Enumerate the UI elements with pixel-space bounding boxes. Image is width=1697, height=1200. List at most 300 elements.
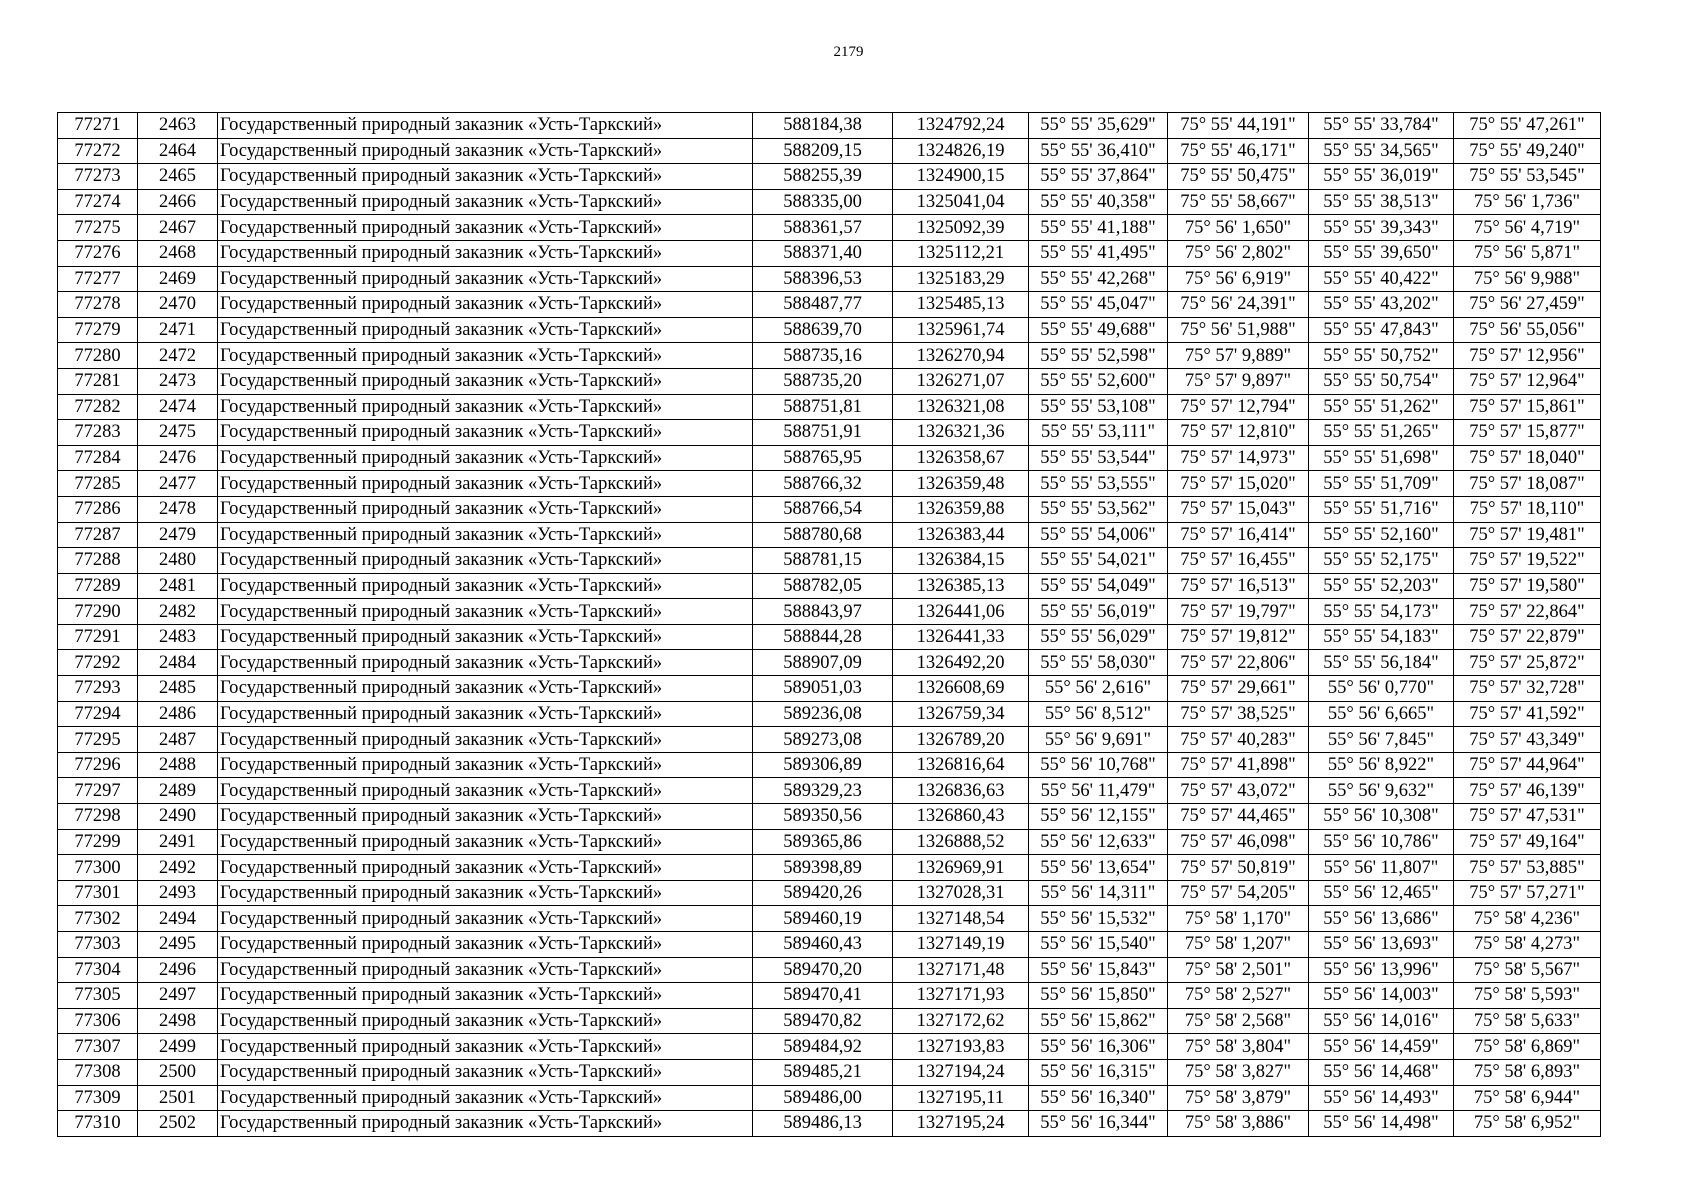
point-number-cell: 2493 — [138, 880, 218, 906]
table-row — [58, 1008, 1601, 1034]
latitude-1-cell: 55° 56' 10,768" — [1029, 752, 1168, 778]
coord-x-cell: 589486,00 — [753, 1085, 893, 1111]
coordinates-table — [57, 112, 1601, 1137]
coord-x-cell: 589273,08 — [753, 727, 893, 753]
object-name-cell: Государственный природный заказник «Усть-Таркский» — [218, 1059, 753, 1085]
latitude-1-cell: 55° 56' 16,315" — [1029, 1059, 1168, 1085]
table-row — [58, 471, 1601, 497]
row-number-cell: 77284 — [58, 445, 138, 471]
latitude-2-cell: 55° 55' 51,716" — [1309, 496, 1454, 522]
longitude-1-cell: 75° 58' 3,879" — [1168, 1085, 1309, 1111]
coord-x-cell: 588371,40 — [753, 240, 893, 266]
row-number-cell: 77287 — [58, 522, 138, 548]
latitude-1-cell: 55° 56' 15,532" — [1029, 906, 1168, 932]
latitude-2-cell: 55° 56' 0,770" — [1309, 676, 1454, 702]
row-number-cell: 77308 — [58, 1059, 138, 1085]
latitude-1-cell: 55° 55' 54,006" — [1029, 522, 1168, 548]
coord-y-cell: 1325183,29 — [893, 266, 1029, 292]
table-row — [58, 1059, 1601, 1085]
longitude-1-cell: 75° 57' 15,043" — [1168, 496, 1309, 522]
longitude-2-cell: 75° 56' 1,736" — [1454, 189, 1601, 215]
object-name-cell: Государственный природный заказник «Усть-Таркский» — [218, 164, 753, 190]
row-number-cell: 77291 — [58, 624, 138, 650]
latitude-1-cell: 55° 56' 16,340" — [1029, 1085, 1168, 1111]
point-number-cell: 2483 — [138, 624, 218, 650]
object-name-cell: Государственный природный заказник «Усть-Таркский» — [218, 752, 753, 778]
longitude-2-cell: 75° 56' 55,056" — [1454, 317, 1601, 343]
longitude-2-cell: 75° 58' 6,952" — [1454, 1111, 1601, 1137]
latitude-2-cell: 55° 56' 14,468" — [1309, 1059, 1454, 1085]
coord-y-cell: 1327194,24 — [893, 1059, 1029, 1085]
longitude-1-cell: 75° 57' 50,819" — [1168, 855, 1309, 881]
longitude-2-cell: 75° 57' 12,956" — [1454, 343, 1601, 369]
latitude-1-cell: 55° 55' 54,021" — [1029, 548, 1168, 574]
point-number-cell: 2471 — [138, 317, 218, 343]
point-number-cell: 2502 — [138, 1111, 218, 1137]
table-row — [58, 394, 1601, 420]
point-number-cell: 2501 — [138, 1085, 218, 1111]
coord-y-cell: 1324792,24 — [893, 113, 1029, 139]
object-name-cell: Государственный природный заказник «Усть-Таркский» — [218, 957, 753, 983]
table-row — [58, 445, 1601, 471]
coord-y-cell: 1326759,34 — [893, 701, 1029, 727]
coord-x-cell: 588735,16 — [753, 343, 893, 369]
object-name-cell: Государственный природный заказник «Усть-Таркский» — [218, 983, 753, 1009]
table-row — [58, 189, 1601, 215]
longitude-1-cell: 75° 56' 24,391" — [1168, 292, 1309, 318]
latitude-2-cell: 55° 56' 7,845" — [1309, 727, 1454, 753]
table-row — [58, 804, 1601, 830]
longitude-1-cell: 75° 57' 16,414" — [1168, 522, 1309, 548]
object-name-cell: Государственный природный заказник «Усть-Таркский» — [218, 496, 753, 522]
object-name-cell: Государственный природный заказник «Усть-Таркский» — [218, 932, 753, 958]
latitude-1-cell: 55° 56' 15,843" — [1029, 957, 1168, 983]
longitude-1-cell: 75° 58' 3,827" — [1168, 1059, 1309, 1085]
point-number-cell: 2487 — [138, 727, 218, 753]
table-row — [58, 164, 1601, 190]
longitude-2-cell: 75° 57' 32,728" — [1454, 676, 1601, 702]
coord-x-cell: 588781,15 — [753, 548, 893, 574]
point-number-cell: 2491 — [138, 829, 218, 855]
object-name-cell: Государственный природный заказник «Усть-Таркский» — [218, 522, 753, 548]
latitude-2-cell: 55° 55' 52,175" — [1309, 548, 1454, 574]
latitude-2-cell: 55° 55' 51,709" — [1309, 471, 1454, 497]
latitude-2-cell: 55° 56' 14,003" — [1309, 983, 1454, 1009]
longitude-2-cell: 75° 57' 25,872" — [1454, 650, 1601, 676]
latitude-2-cell: 55° 55' 51,698" — [1309, 445, 1454, 471]
table-row — [58, 522, 1601, 548]
longitude-2-cell: 75° 55' 53,545" — [1454, 164, 1601, 190]
point-number-cell: 2472 — [138, 343, 218, 369]
coord-x-cell: 589470,82 — [753, 1008, 893, 1034]
longitude-1-cell: 75° 57' 19,812" — [1168, 624, 1309, 650]
table-row — [58, 932, 1601, 958]
coord-x-cell: 589470,20 — [753, 957, 893, 983]
table-row — [58, 624, 1601, 650]
row-number-cell: 77295 — [58, 727, 138, 753]
longitude-2-cell: 75° 57' 46,139" — [1454, 778, 1601, 804]
coord-x-cell: 589398,89 — [753, 855, 893, 881]
coord-x-cell: 588782,05 — [753, 573, 893, 599]
coord-x-cell: 589350,56 — [753, 804, 893, 830]
object-name-cell: Государственный природный заказник «Усть-Таркский» — [218, 727, 753, 753]
point-number-cell: 2468 — [138, 240, 218, 266]
coord-x-cell: 588335,00 — [753, 189, 893, 215]
coord-x-cell: 589329,23 — [753, 778, 893, 804]
row-number-cell: 77294 — [58, 701, 138, 727]
table-body — [58, 113, 1601, 1137]
longitude-2-cell: 75° 57' 22,879" — [1454, 624, 1601, 650]
longitude-2-cell: 75° 56' 9,988" — [1454, 266, 1601, 292]
coord-y-cell: 1326441,33 — [893, 624, 1029, 650]
coord-x-cell: 588487,77 — [753, 292, 893, 318]
row-number-cell: 77297 — [58, 778, 138, 804]
longitude-2-cell: 75° 55' 47,261" — [1454, 113, 1601, 139]
latitude-2-cell: 55° 55' 50,754" — [1309, 368, 1454, 394]
latitude-1-cell: 55° 55' 52,598" — [1029, 343, 1168, 369]
longitude-2-cell: 75° 58' 5,633" — [1454, 1008, 1601, 1034]
object-name-cell: Государственный природный заказник «Усть-Таркский» — [218, 1085, 753, 1111]
longitude-1-cell: 75° 56' 1,650" — [1168, 215, 1309, 241]
latitude-2-cell: 55° 55' 54,183" — [1309, 624, 1454, 650]
longitude-2-cell: 75° 58' 5,567" — [1454, 957, 1601, 983]
latitude-1-cell: 55° 56' 15,540" — [1029, 932, 1168, 958]
row-number-cell: 77292 — [58, 650, 138, 676]
table-row — [58, 138, 1601, 164]
point-number-cell: 2479 — [138, 522, 218, 548]
point-number-cell: 2494 — [138, 906, 218, 932]
row-number-cell: 77305 — [58, 983, 138, 1009]
longitude-1-cell: 75° 57' 41,898" — [1168, 752, 1309, 778]
longitude-2-cell: 75° 56' 27,459" — [1454, 292, 1601, 318]
longitude-1-cell: 75° 57' 12,810" — [1168, 420, 1309, 446]
latitude-1-cell: 55° 56' 8,512" — [1029, 701, 1168, 727]
coord-x-cell: 588766,32 — [753, 471, 893, 497]
coord-y-cell: 1325961,74 — [893, 317, 1029, 343]
latitude-1-cell: 55° 56' 14,311" — [1029, 880, 1168, 906]
longitude-1-cell: 75° 56' 6,919" — [1168, 266, 1309, 292]
longitude-1-cell: 75° 58' 2,527" — [1168, 983, 1309, 1009]
longitude-1-cell: 75° 57' 40,283" — [1168, 727, 1309, 753]
longitude-1-cell: 75° 55' 58,667" — [1168, 189, 1309, 215]
point-number-cell: 2485 — [138, 676, 218, 702]
longitude-1-cell: 75° 57' 44,465" — [1168, 804, 1309, 830]
coord-y-cell: 1325485,13 — [893, 292, 1029, 318]
latitude-2-cell: 55° 56' 10,308" — [1309, 804, 1454, 830]
latitude-2-cell: 55° 56' 13,996" — [1309, 957, 1454, 983]
object-name-cell: Государственный природный заказник «Усть-Таркский» — [218, 368, 753, 394]
coord-y-cell: 1326492,20 — [893, 650, 1029, 676]
coord-x-cell: 589420,26 — [753, 880, 893, 906]
latitude-1-cell: 55° 55' 35,629" — [1029, 113, 1168, 139]
table-row — [58, 778, 1601, 804]
table-row — [58, 752, 1601, 778]
coord-y-cell: 1326271,07 — [893, 368, 1029, 394]
coord-y-cell: 1326270,94 — [893, 343, 1029, 369]
longitude-1-cell: 75° 58' 3,886" — [1168, 1111, 1309, 1137]
coord-x-cell: 588209,15 — [753, 138, 893, 164]
table-row — [58, 292, 1601, 318]
coord-y-cell: 1326816,64 — [893, 752, 1029, 778]
longitude-1-cell: 75° 55' 46,171" — [1168, 138, 1309, 164]
row-number-cell: 77285 — [58, 471, 138, 497]
coord-x-cell: 589306,89 — [753, 752, 893, 778]
longitude-2-cell: 75° 57' 18,040" — [1454, 445, 1601, 471]
object-name-cell: Государственный природный заказник «Усть-Таркский» — [218, 215, 753, 241]
latitude-2-cell: 55° 56' 13,686" — [1309, 906, 1454, 932]
coord-x-cell: 588751,81 — [753, 394, 893, 420]
object-name-cell: Государственный природный заказник «Усть-Таркский» — [218, 445, 753, 471]
longitude-1-cell: 75° 58' 1,207" — [1168, 932, 1309, 958]
row-number-cell: 77309 — [58, 1085, 138, 1111]
coord-y-cell: 1326789,20 — [893, 727, 1029, 753]
row-number-cell: 77301 — [58, 880, 138, 906]
table-row — [58, 829, 1601, 855]
coord-x-cell: 589460,19 — [753, 906, 893, 932]
point-number-cell: 2496 — [138, 957, 218, 983]
coord-x-cell: 588843,97 — [753, 599, 893, 625]
longitude-1-cell: 75° 58' 1,170" — [1168, 906, 1309, 932]
longitude-1-cell: 75° 56' 2,802" — [1168, 240, 1309, 266]
latitude-2-cell: 55° 55' 47,843" — [1309, 317, 1454, 343]
latitude-1-cell: 55° 55' 52,600" — [1029, 368, 1168, 394]
longitude-2-cell: 75° 57' 49,164" — [1454, 829, 1601, 855]
longitude-2-cell: 75° 57' 43,349" — [1454, 727, 1601, 753]
latitude-1-cell: 55° 55' 45,047" — [1029, 292, 1168, 318]
point-number-cell: 2499 — [138, 1034, 218, 1060]
longitude-1-cell: 75° 57' 16,513" — [1168, 573, 1309, 599]
object-name-cell: Государственный природный заказник «Усть-Таркский» — [218, 676, 753, 702]
row-number-cell: 77275 — [58, 215, 138, 241]
longitude-2-cell: 75° 58' 6,893" — [1454, 1059, 1601, 1085]
table-row — [58, 1111, 1601, 1137]
object-name-cell: Государственный природный заказник «Усть-Таркский» — [218, 1111, 753, 1137]
latitude-2-cell: 55° 56' 10,786" — [1309, 829, 1454, 855]
longitude-1-cell: 75° 58' 2,568" — [1168, 1008, 1309, 1034]
longitude-1-cell: 75° 57' 29,661" — [1168, 676, 1309, 702]
table-row — [58, 343, 1601, 369]
table-row — [58, 701, 1601, 727]
longitude-1-cell: 75° 57' 14,973" — [1168, 445, 1309, 471]
object-name-cell: Государственный природный заказник «Усть-Таркский» — [218, 138, 753, 164]
coord-y-cell: 1326321,36 — [893, 420, 1029, 446]
latitude-1-cell: 55° 55' 58,030" — [1029, 650, 1168, 676]
latitude-1-cell: 55° 56' 15,850" — [1029, 983, 1168, 1009]
table-row — [58, 983, 1601, 1009]
coord-y-cell: 1326358,67 — [893, 445, 1029, 471]
longitude-1-cell: 75° 58' 2,501" — [1168, 957, 1309, 983]
longitude-2-cell: 75° 56' 5,871" — [1454, 240, 1601, 266]
table-row — [58, 573, 1601, 599]
row-number-cell: 77307 — [58, 1034, 138, 1060]
coord-x-cell: 589460,43 — [753, 932, 893, 958]
coord-y-cell: 1326969,91 — [893, 855, 1029, 881]
coord-y-cell: 1326860,43 — [893, 804, 1029, 830]
latitude-2-cell: 55° 56' 11,807" — [1309, 855, 1454, 881]
point-number-cell: 2466 — [138, 189, 218, 215]
latitude-1-cell: 55° 56' 9,691" — [1029, 727, 1168, 753]
object-name-cell: Государственный природный заказник «Усть-Таркский» — [218, 599, 753, 625]
latitude-2-cell: 55° 55' 38,513" — [1309, 189, 1454, 215]
object-name-cell: Государственный природный заказник «Усть-Таркский» — [218, 906, 753, 932]
longitude-1-cell: 75° 57' 12,794" — [1168, 394, 1309, 420]
point-number-cell: 2473 — [138, 368, 218, 394]
object-name-cell: Государственный природный заказник «Усть-Таркский» — [218, 266, 753, 292]
longitude-2-cell: 75° 57' 53,885" — [1454, 855, 1601, 881]
point-number-cell: 2484 — [138, 650, 218, 676]
coord-y-cell: 1327149,19 — [893, 932, 1029, 958]
table-row — [58, 727, 1601, 753]
point-number-cell: 2469 — [138, 266, 218, 292]
latitude-1-cell: 55° 56' 12,633" — [1029, 829, 1168, 855]
coord-x-cell: 589484,92 — [753, 1034, 893, 1060]
object-name-cell: Государственный природный заказник «Усть-Таркский» — [218, 880, 753, 906]
object-name-cell: Государственный природный заказник «Усть-Таркский» — [218, 394, 753, 420]
latitude-1-cell: 55° 55' 53,562" — [1029, 496, 1168, 522]
point-number-cell: 2474 — [138, 394, 218, 420]
coord-x-cell: 589470,41 — [753, 983, 893, 1009]
latitude-2-cell: 55° 55' 40,422" — [1309, 266, 1454, 292]
longitude-1-cell: 75° 57' 46,098" — [1168, 829, 1309, 855]
latitude-2-cell: 55° 55' 51,262" — [1309, 394, 1454, 420]
point-number-cell: 2476 — [138, 445, 218, 471]
coord-x-cell: 588766,54 — [753, 496, 893, 522]
coord-y-cell: 1326836,63 — [893, 778, 1029, 804]
longitude-1-cell: 75° 57' 19,797" — [1168, 599, 1309, 625]
coord-y-cell: 1326608,69 — [893, 676, 1029, 702]
latitude-1-cell: 55° 56' 11,479" — [1029, 778, 1168, 804]
table-row — [58, 599, 1601, 625]
latitude-1-cell: 55° 55' 42,268" — [1029, 266, 1168, 292]
table-row — [58, 420, 1601, 446]
coord-y-cell: 1326441,06 — [893, 599, 1029, 625]
longitude-2-cell: 75° 57' 41,592" — [1454, 701, 1601, 727]
latitude-1-cell: 55° 55' 53,555" — [1029, 471, 1168, 497]
longitude-2-cell: 75° 57' 19,522" — [1454, 548, 1601, 574]
coord-x-cell: 588184,38 — [753, 113, 893, 139]
latitude-1-cell: 55° 55' 53,544" — [1029, 445, 1168, 471]
coord-y-cell: 1327195,24 — [893, 1111, 1029, 1137]
table-row — [58, 676, 1601, 702]
longitude-1-cell: 75° 57' 38,525" — [1168, 701, 1309, 727]
latitude-1-cell: 55° 56' 12,155" — [1029, 804, 1168, 830]
coord-x-cell: 589365,86 — [753, 829, 893, 855]
row-number-cell: 77277 — [58, 266, 138, 292]
latitude-1-cell: 55° 55' 37,864" — [1029, 164, 1168, 190]
latitude-2-cell: 55° 55' 36,019" — [1309, 164, 1454, 190]
object-name-cell: Государственный природный заказник «Усть-Таркский» — [218, 189, 753, 215]
latitude-2-cell: 55° 55' 39,343" — [1309, 215, 1454, 241]
coord-y-cell: 1326384,15 — [893, 548, 1029, 574]
coord-y-cell: 1326321,08 — [893, 394, 1029, 420]
latitude-1-cell: 55° 55' 41,188" — [1029, 215, 1168, 241]
longitude-2-cell: 75° 57' 18,087" — [1454, 471, 1601, 497]
longitude-2-cell: 75° 58' 6,944" — [1454, 1085, 1601, 1111]
latitude-1-cell: 55° 55' 56,029" — [1029, 624, 1168, 650]
object-name-cell: Государственный природный заказник «Усть-Таркский» — [218, 855, 753, 881]
object-name-cell: Государственный природный заказник «Усть-Таркский» — [218, 778, 753, 804]
row-number-cell: 77289 — [58, 573, 138, 599]
latitude-1-cell: 55° 56' 13,654" — [1029, 855, 1168, 881]
table-row — [58, 880, 1601, 906]
latitude-2-cell: 55° 56' 14,498" — [1309, 1111, 1454, 1137]
coord-y-cell: 1324900,15 — [893, 164, 1029, 190]
row-number-cell: 77303 — [58, 932, 138, 958]
table-row — [58, 215, 1601, 241]
latitude-2-cell: 55° 55' 52,160" — [1309, 522, 1454, 548]
longitude-1-cell: 75° 55' 44,191" — [1168, 113, 1309, 139]
coord-x-cell: 588735,20 — [753, 368, 893, 394]
coord-x-cell: 588765,95 — [753, 445, 893, 471]
latitude-1-cell: 55° 55' 53,111" — [1029, 420, 1168, 446]
longitude-2-cell: 75° 58' 4,236" — [1454, 906, 1601, 932]
coord-x-cell: 588751,91 — [753, 420, 893, 446]
point-number-cell: 2490 — [138, 804, 218, 830]
row-number-cell: 77271 — [58, 113, 138, 139]
coord-x-cell: 588639,70 — [753, 317, 893, 343]
longitude-1-cell: 75° 57' 9,897" — [1168, 368, 1309, 394]
table-row — [58, 1034, 1601, 1060]
coord-y-cell: 1326383,44 — [893, 522, 1029, 548]
row-number-cell: 77279 — [58, 317, 138, 343]
point-number-cell: 2480 — [138, 548, 218, 574]
latitude-2-cell: 55° 56' 14,493" — [1309, 1085, 1454, 1111]
coord-x-cell: 588396,53 — [753, 266, 893, 292]
row-number-cell: 77281 — [58, 368, 138, 394]
longitude-1-cell: 75° 57' 9,889" — [1168, 343, 1309, 369]
row-number-cell: 77304 — [58, 957, 138, 983]
row-number-cell: 77290 — [58, 599, 138, 625]
latitude-1-cell: 55° 55' 41,495" — [1029, 240, 1168, 266]
coord-x-cell: 589485,21 — [753, 1059, 893, 1085]
longitude-2-cell: 75° 57' 19,481" — [1454, 522, 1601, 548]
latitude-2-cell: 55° 56' 14,459" — [1309, 1034, 1454, 1060]
point-number-cell: 2482 — [138, 599, 218, 625]
table-row — [58, 113, 1601, 139]
point-number-cell: 2463 — [138, 113, 218, 139]
longitude-1-cell: 75° 58' 3,804" — [1168, 1034, 1309, 1060]
row-number-cell: 77298 — [58, 804, 138, 830]
coord-y-cell: 1325112,21 — [893, 240, 1029, 266]
object-name-cell: Государственный природный заказник «Усть-Таркский» — [218, 829, 753, 855]
object-name-cell: Государственный природный заказник «Усть-Таркский» — [218, 1034, 753, 1060]
object-name-cell: Государственный природный заказник «Усть-Таркский» — [218, 343, 753, 369]
row-number-cell: 77276 — [58, 240, 138, 266]
latitude-2-cell: 55° 55' 54,173" — [1309, 599, 1454, 625]
point-number-cell: 2465 — [138, 164, 218, 190]
table-row — [58, 855, 1601, 881]
object-name-cell: Государственный природный заказник «Усть-Таркский» — [218, 650, 753, 676]
coord-x-cell: 588361,57 — [753, 215, 893, 241]
longitude-2-cell: 75° 57' 15,877" — [1454, 420, 1601, 446]
longitude-2-cell: 75° 56' 4,719" — [1454, 215, 1601, 241]
latitude-2-cell: 55° 55' 51,265" — [1309, 420, 1454, 446]
point-number-cell: 2495 — [138, 932, 218, 958]
row-number-cell: 77273 — [58, 164, 138, 190]
latitude-2-cell: 55° 56' 12,465" — [1309, 880, 1454, 906]
longitude-1-cell: 75° 57' 43,072" — [1168, 778, 1309, 804]
longitude-2-cell: 75° 57' 18,110" — [1454, 496, 1601, 522]
row-number-cell: 77280 — [58, 343, 138, 369]
row-number-cell: 77288 — [58, 548, 138, 574]
point-number-cell: 2477 — [138, 471, 218, 497]
latitude-1-cell: 55° 56' 16,306" — [1029, 1034, 1168, 1060]
coord-y-cell: 1325092,39 — [893, 215, 1029, 241]
latitude-2-cell: 55° 56' 6,665" — [1309, 701, 1454, 727]
row-number-cell: 77306 — [58, 1008, 138, 1034]
row-number-cell: 77302 — [58, 906, 138, 932]
longitude-2-cell: 75° 58' 6,869" — [1454, 1034, 1601, 1060]
